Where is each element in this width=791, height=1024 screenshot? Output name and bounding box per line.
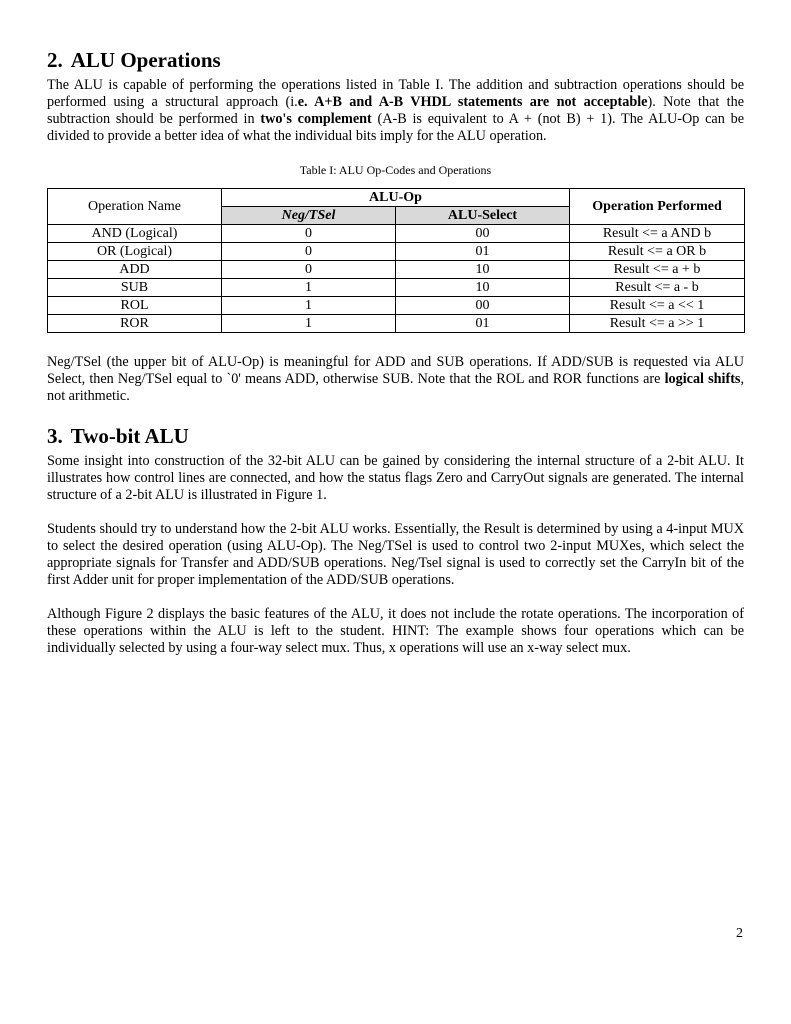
section-2-heading: 2. ALU Operations: [47, 48, 221, 72]
page-number: 2: [736, 926, 743, 941]
header-alu-select: ALU-Select: [396, 207, 570, 225]
table-row: AND (Logical) 0 00 Result <= a AND b: [48, 225, 745, 243]
section-2-paragraph-1: The ALU is capable of performing the operations listed in Table I. The addition and subtraction operations should be performed using a structural approach (i.e. A+B and A-B VHDL statements are not acceptable). Note that the subtraction should be performed in two's complement (A-B is equivalent to A + (not B) + 1). The ALU-Op can be divided to provide a better idea of what the individual bits imply for the ALU operation.: [47, 77, 744, 144]
section-3-paragraph-1: Some insight into construction of the 32-bit ALU can be gained by considering the internal structure of a 2-bit ALU. It illustrates how control lines are connected, and how the status flags Zero and CarryOut signals are generated. The internal structure of a 2-bit ALU is illustrated in Figure 1.: [47, 453, 744, 503]
header-neg-tsel: Neg/TSel: [222, 207, 396, 225]
header-operation-performed: Operation Performed: [570, 189, 745, 225]
alu-opcode-table: [47, 188, 745, 333]
table-row: SUB 1 10 Result <= a - b: [48, 279, 745, 297]
table-row: ROR 1 01 Result <= a >> 1: [48, 315, 745, 333]
section-3-paragraph-2: Students should try to understand how the 2-bit ALU works. Essentially, the Result is determined by using a 4-input MUX to select the desired operation (using ALU-Op). The Neg/TSel is used to control two 2-input MUXes, which select the appropriate signals for Transfer and ADD/SUB operations. Neg/Tsel signal is used to correctly set the CarryIn bit of the first Adder unit for proper implementation of the ADD/SUB operations.: [47, 521, 744, 588]
document-page: [47, 48, 744, 657]
table-row: ROL 1 00 Result <= a << 1: [48, 297, 745, 315]
table-caption: Table I: ALU Op-Codes and Operations: [299, 163, 492, 177]
header-operation-name: Operation Name: [48, 189, 222, 225]
section-3-heading: 3. Two-bit ALU: [47, 424, 189, 448]
table-row: OR (Logical) 0 01 Result <= a OR b: [48, 243, 745, 261]
section-3-paragraph-3: Although Figure 2 displays the basic features of the ALU, it does not include the rotate operations. The incorporation of these operations within the ALU is left to the student. HINT: The example shows four operations which can be individually selected by using a four-way select mux. Thus, x operations will use an x-way select mux.: [47, 606, 744, 656]
table-row: ADD 0 10 Result <= a + b: [48, 261, 745, 279]
header-alu-op: ALU-Op: [222, 189, 570, 207]
section-2-paragraph-2: Neg/TSel (the upper bit of ALU-Op) is meaningful for ADD and SUB operations. If ADD/SUB is requested via ALU Select, then Neg/TSel equal to `0' means ADD, otherwise SUB. Note that the ROL and ROR functions are logical shifts, not arithmetic.: [47, 354, 744, 404]
